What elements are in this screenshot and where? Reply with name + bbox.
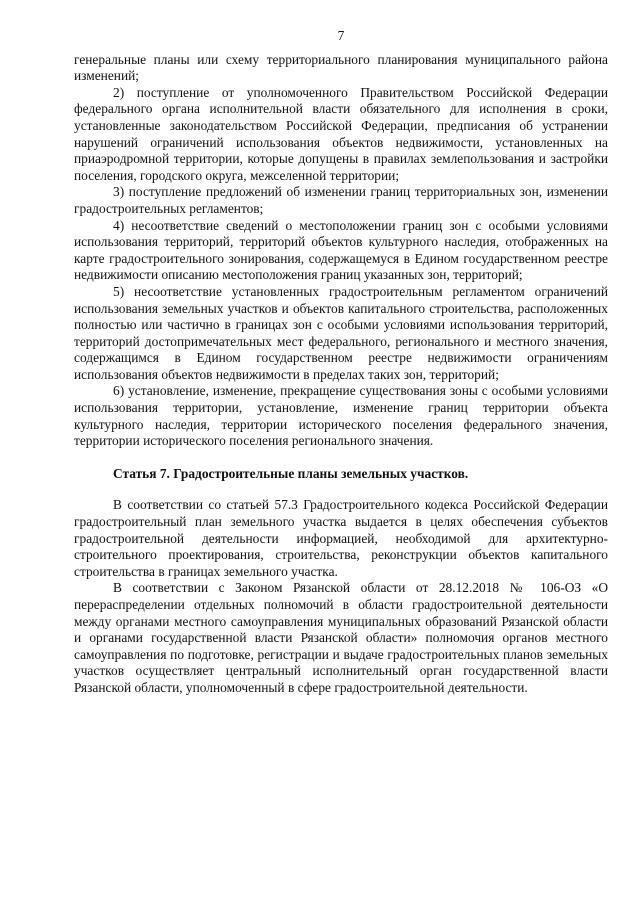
page-number: 7 (337, 28, 345, 43)
paragraph: 2) поступление от уполномоченного Правительством Российской Федерации федерального органа исполнительной власти обязательного для исполнения в сроки, установленные законодательством Российской Федерации, предписания об устранении нарушений ограничений использования объектов недвижимости, установленных на приаэродромной территории, которые допущены в правилах землепользования и застройки поселения, городского округа, межселенной территории; (74, 84, 608, 183)
paragraph: 5) несоответствие установленных градостроительным регламентом ограничений использования земельных участков и объектов капитального строительства, расположенных полностью или частично в границах зон с особыми условиями использования территорий, территорий достопримечательных мест федерального, регионального и местного значения, содержащимся в Едином государственном реестре недвижимости ограничениям использования объектов недвижимости в пределах таких зон, территорий; (74, 283, 608, 382)
paragraph: генеральные планы или схему территориального планирования муниципального района изменений; (74, 51, 608, 84)
paragraph: 4) несоответствие сведений о местоположении границ зон с особыми условиями использования территорий, территорий объектов культурного наследия, отображенных на карте градостроительного зонирования, содержащемуся в Едином государственном реестре недвижимости описанию местоположения границ указанных зон, территорий; (74, 217, 608, 283)
paragraph: 3) поступление предложений об изменении границ территориальных зон, изменении градостроительных регламентов; (74, 184, 608, 216)
paragraphs-bottom (74, 497, 608, 696)
paragraph: 6) установление, изменение, прекращение существования зоны с особыми условиями использования территории, установление, изменение границ территории объекта культурного наследия, территории исторического поселения федерального значения, территории исторического поселения регионального значения. (74, 383, 608, 449)
paragraph: В соответствии с Законом Рязанской области от 28.12.2018 № 106-ОЗ «О перераспределении отдельных полномочий в области градостроительной деятельности между органами местного самоуправления муниципальных образований Рязанской области и органами государственной власти Рязанской области» полномочия органов местного самоуправления по подготовке, регистрации и выдаче градостроительных планов земельных участков осуществляет центральный исполнительный орган государственной власти Рязанской области, уполномоченный в сфере градостроительной деятельности. (74, 580, 608, 695)
paragraphs-top (74, 52, 608, 450)
paragraph: В соответствии со статьей 57.3 Градостроительного кодекса Российской Федерации градостроительный план земельного участка выдается в целях обеспечения субъектов градостроительной деятельности информацией, необходимой для архитектурно-строительного проектирования, строительства, реконструкции объектов капитального строительства в границах земельного участка. (74, 497, 608, 579)
document-page (74, 28, 608, 697)
article-heading: Статья 7. Градостроительные планы земельных участков. (113, 465, 469, 481)
